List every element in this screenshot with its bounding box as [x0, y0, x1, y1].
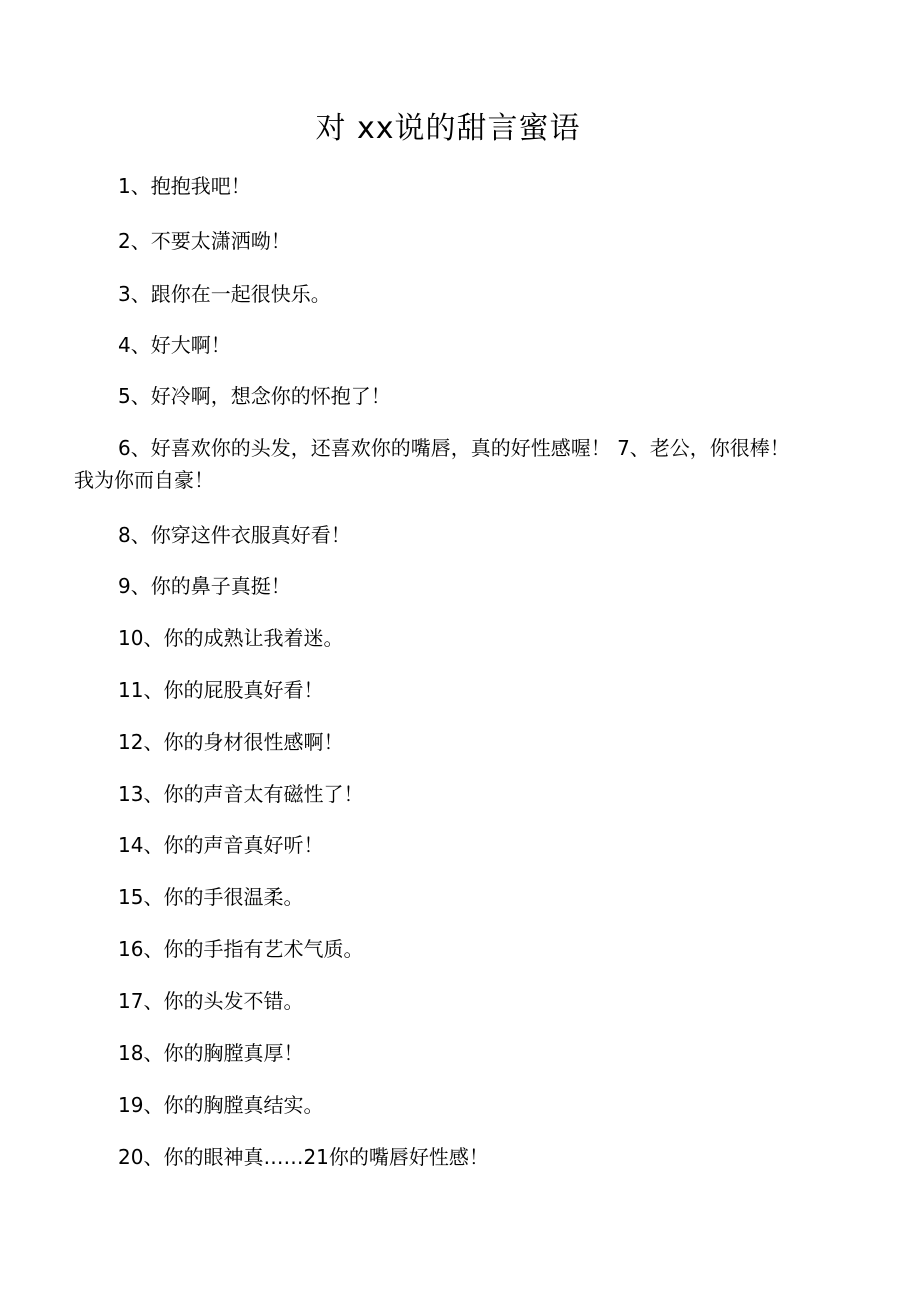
- document-title: 对 xx说的甜言蜜语: [315, 111, 581, 146]
- list-item: 10、你的成熟让我着迷。: [118, 626, 344, 650]
- list-item: 17、你的头发不错。: [118, 989, 304, 1013]
- list-item: 1、抱抱我吧！: [118, 174, 251, 198]
- list-item: 16、你的手指有艺术气质。: [118, 937, 364, 961]
- list-item: 19、你的胸膛真结实。: [118, 1093, 324, 1117]
- list-item: 3、跟你在一起很快乐。: [118, 282, 331, 306]
- list-item: 5、好冷啊，想念你的怀抱了！: [118, 384, 391, 408]
- list-item: 4、好大啊！: [118, 333, 231, 357]
- list-item: 13、你的声音太有磁性了！: [118, 782, 364, 806]
- list-item: 14、你的声音真好听！: [118, 833, 324, 857]
- list-item: 15、你的手很温柔。: [118, 885, 304, 909]
- list-item: 8、你穿这件衣服真好看！: [118, 523, 351, 547]
- list-item: 11、你的屁股真好看！: [118, 678, 324, 702]
- list-item: 6、好喜欢你的头发，还喜欢你的嘴唇，真的好性感喔！ 7、老公，你很棒！ 我为你而自豪！: [74, 436, 790, 492]
- list-item: 18、你的胸膛真厚！: [118, 1041, 304, 1065]
- list-item: 20、你的眼神真……21你的嘴唇好性感！: [118, 1145, 489, 1169]
- list-item: 12、你的身材很性感啊！: [118, 730, 344, 754]
- list-item: 2、不要太潇洒呦！: [118, 229, 291, 253]
- list-item: 9、你的鼻子真挺！: [118, 574, 291, 598]
